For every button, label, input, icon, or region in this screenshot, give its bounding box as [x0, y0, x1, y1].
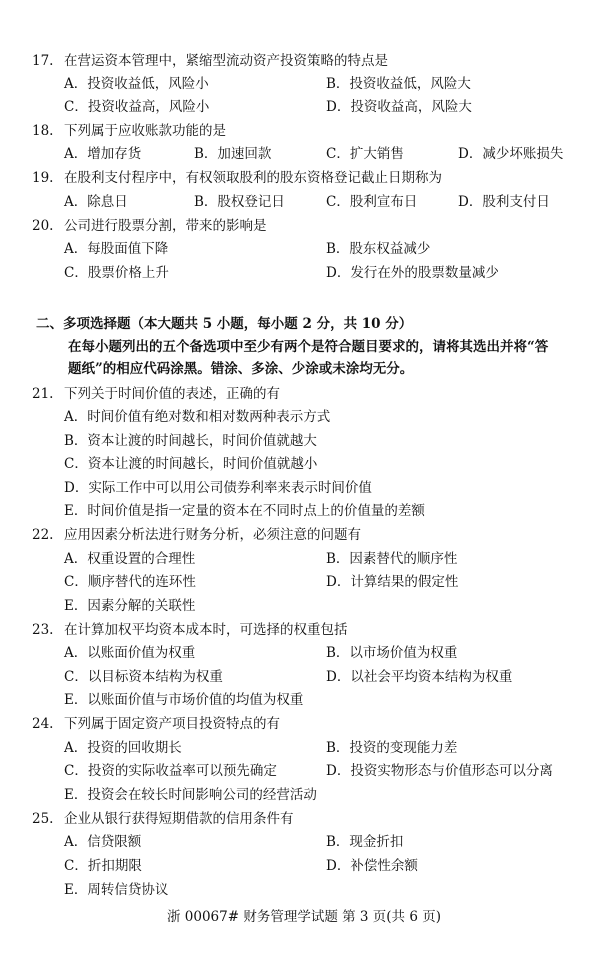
question-text: 企业从银行获得短期借款的信用条件有 — [64, 811, 294, 827]
option-e: E．时间价值是指一定量的资本在不同时点上的价值量的差额 — [64, 503, 425, 519]
question-number: 20. — [32, 218, 54, 234]
options-row — [0, 430, 608, 452]
question-text: 下列关于时间价值的表述，正确的有 — [64, 386, 280, 402]
option-d: D．投资收益高，风险大 — [326, 99, 472, 115]
option-a: A．增加存货 — [64, 146, 142, 162]
question-text: 下列属于固定资产项目投资特点的有 — [64, 716, 280, 732]
question-text: 在营运资本管理中，紧缩型流动资产投资策略的特点是 — [64, 53, 388, 69]
options-row — [0, 689, 608, 711]
option-c: C．折扣期限 — [64, 858, 142, 874]
option-e: E．周转信贷协议 — [64, 882, 169, 898]
question-17 — [0, 50, 608, 72]
section-instruction — [0, 336, 608, 358]
options-row — [0, 477, 608, 499]
option-b: B．加速回款 — [194, 146, 272, 162]
options-row — [0, 666, 608, 688]
question-number: 25. — [32, 811, 54, 827]
instruction-line-2: 题纸”的相应代码涂黑。错涂、多涂、少涂或未涂均无分。 — [68, 361, 414, 377]
options-row — [0, 571, 608, 593]
option-c: C．扩大销售 — [326, 146, 404, 162]
question-text: 应用因素分析法进行财务分析，必须注意的问题有 — [64, 527, 361, 543]
options-row — [0, 73, 608, 95]
option-c: C．顺序替代的连环性 — [64, 574, 196, 590]
question-text: 公司进行股票分割，带来的影响是 — [64, 218, 267, 234]
option-a: A．以账面价值为权重 — [64, 645, 196, 661]
question-22 — [0, 524, 608, 546]
options-row — [0, 737, 608, 759]
section-title: 二、多项选择题（本大题共 5 小题，每小题 2 分，共 10 分） — [36, 316, 413, 332]
option-d: D．以社会平均资本结构为权重 — [326, 669, 513, 685]
options-row — [0, 642, 608, 664]
question-number: 21. — [32, 386, 54, 402]
options-row — [0, 595, 608, 617]
option-a: A．每股面值下降 — [64, 241, 169, 257]
options-row — [0, 855, 608, 877]
options-row — [0, 406, 608, 428]
options-row — [0, 96, 608, 118]
options-row — [0, 548, 608, 570]
option-d: D．投资实物形态与价值形态可以分离 — [326, 763, 553, 779]
option-b: B．因素替代的顺序性 — [326, 551, 458, 567]
option-b: B．股权登记日 — [194, 194, 285, 210]
option-b: B．投资收益低，风险大 — [326, 76, 471, 92]
question-text: 在股利支付程序中，有权领取股利的股东资格登记截止日期称为 — [64, 170, 442, 186]
option-d: D．计算结果的假定性 — [326, 574, 459, 590]
page-footer: 浙 00067# 财务管理学试题 第 3 页(共 6 页) — [166, 909, 441, 925]
option-c: C．资本让渡的时间越长，时间价值就越小 — [64, 456, 318, 472]
options-row — [0, 784, 608, 806]
question-20 — [0, 215, 608, 237]
options-row — [0, 760, 608, 782]
option-d: D．股利支付日 — [458, 194, 550, 210]
option-c: C．以目标资本结构为权重 — [64, 669, 223, 685]
option-b: B．股东权益减少 — [326, 241, 431, 257]
option-d: D．减少坏账损失 — [458, 146, 564, 162]
option-b: B．投资的变现能力差 — [326, 740, 458, 756]
question-25 — [0, 808, 608, 830]
options-row — [0, 453, 608, 475]
section-heading — [0, 313, 608, 335]
question-number: 24. — [32, 716, 54, 732]
options-row — [0, 238, 608, 260]
question-number: 22. — [32, 527, 54, 543]
option-a: A．信贷限额 — [64, 834, 142, 850]
option-a: A．投资收益低，风险小 — [64, 76, 209, 92]
question-text: 下列属于应收账款功能的是 — [64, 123, 226, 139]
option-a: A．除息日 — [64, 194, 128, 210]
option-a: A．权重设置的合理性 — [64, 551, 196, 567]
question-number: 17. — [32, 53, 54, 69]
option-c: C．投资收益高，风险小 — [64, 99, 210, 115]
options-row — [0, 879, 608, 901]
instruction-line-1: 在每小题列出的五个备选项中至少有两个是符合题目要求的，请将其选出并将“答 — [68, 339, 549, 355]
question-text: 在计算加权平均资本成本时，可选择的权重包括 — [64, 622, 348, 638]
question-number: 18. — [32, 123, 54, 139]
section-instruction — [0, 358, 608, 380]
question-number: 19. — [32, 170, 54, 186]
question-19 — [0, 167, 608, 189]
option-a: A．投资的回收期长 — [64, 740, 182, 756]
option-d: D．实际工作中可以用公司债券利率来表示时间价值 — [64, 480, 372, 496]
option-a: A．时间价值有绝对数和相对数两种表示方式 — [64, 409, 331, 425]
question-24 — [0, 713, 608, 735]
option-c: C．股票价格上升 — [64, 265, 169, 281]
option-e: E．以账面价值与市场价值的均值为权重 — [64, 692, 304, 708]
option-b: B．以市场价值为权重 — [326, 645, 458, 661]
question-23 — [0, 619, 608, 641]
option-b: B．现金折扣 — [326, 834, 404, 850]
question-number: 23. — [32, 622, 54, 638]
options-row — [0, 262, 608, 284]
options-row — [0, 500, 608, 522]
options-row — [0, 191, 608, 213]
option-d: D．发行在外的股票数量减少 — [326, 265, 499, 281]
option-c: C．投资的实际收益率可以预先确定 — [64, 763, 277, 779]
option-b: B．资本让渡的时间越长，时间价值就越大 — [64, 433, 317, 449]
question-18 — [0, 120, 608, 142]
options-row — [0, 143, 608, 165]
option-e: E．因素分解的关联性 — [64, 598, 196, 614]
option-c: C．股利宣布日 — [326, 194, 418, 210]
question-21 — [0, 383, 608, 405]
option-d: D．补偿性余额 — [326, 858, 418, 874]
option-e: E．投资会在较长时间影响公司的经营活动 — [64, 787, 317, 803]
options-row — [0, 831, 608, 853]
